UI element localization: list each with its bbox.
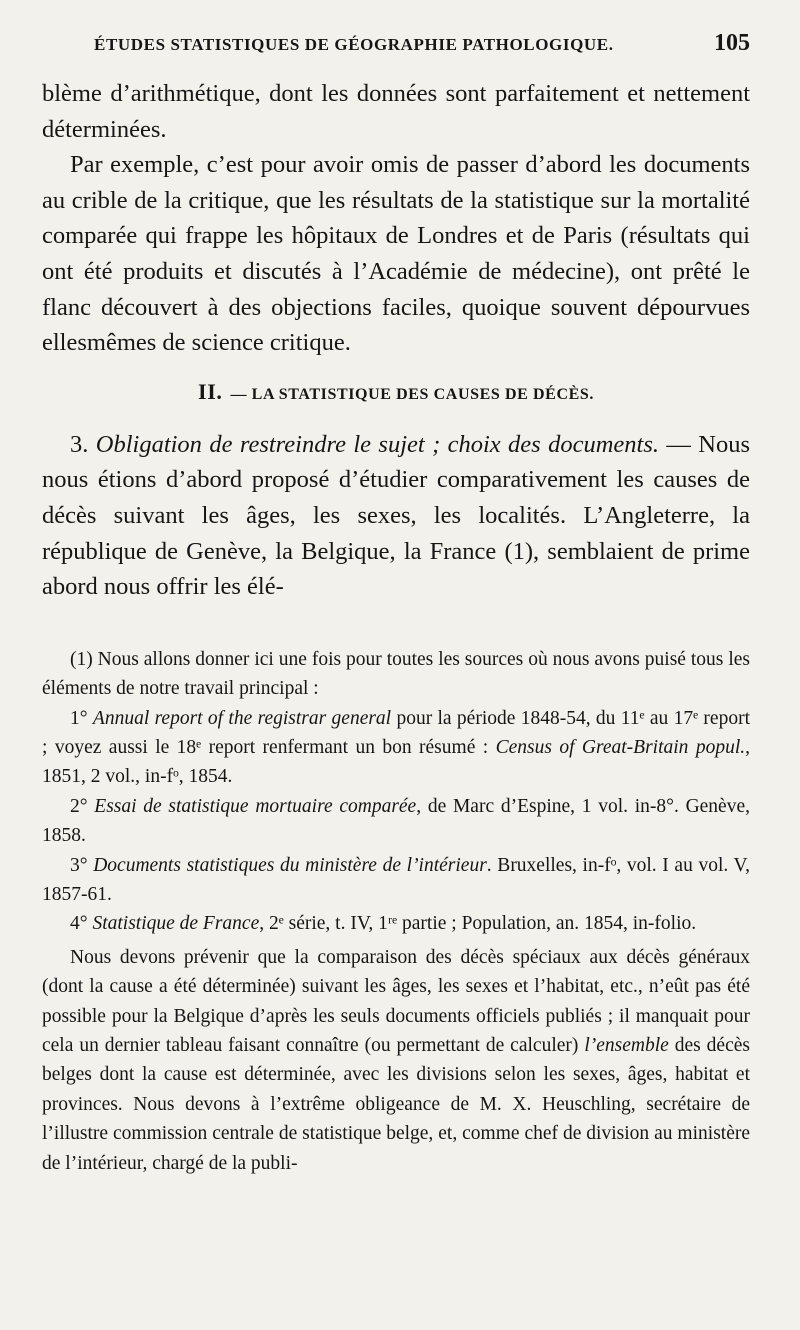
section-heading xyxy=(42,379,750,405)
subsection-number: 3. xyxy=(70,430,89,458)
subsection-text: Nous nous étions d’abord proposé d’étudier comparativement les causes de décès suivant les âges, les sexes, les localités. L’Angleterre, la république de Genève, la Belgique, la France (1), semblaient de prime abord nous offrir les élé- xyxy=(42,430,751,601)
footnote-source-4 xyxy=(42,909,750,938)
footnote-source-2 xyxy=(42,792,750,851)
section-number: II. xyxy=(198,378,223,404)
closing-text-a: Nous devons prévenir que la comparaison des décès spéciaux aux décès généraux (dont la cause a été déterminée) suivant les âges, les sexes et l’habitat, etc., n’eût pas été possible pour la Belgique d’après les seuls documents officiels publiés ; il manquait pour cela un dernier tableau faisant connaître (ou permettant de calculer) xyxy=(42,946,750,1056)
paragraph-continuation: blème d’arithmétique, dont les données sont parfaitement et nettement déterminées. xyxy=(42,80,750,143)
running-head xyxy=(42,30,750,76)
source-2-number: 2° xyxy=(70,795,88,817)
source-1-title-b: Census of Great-Britain popul. xyxy=(495,736,746,758)
main-text xyxy=(42,76,750,361)
subsection-paragraph xyxy=(42,427,750,605)
source-4-title: Statistique de France xyxy=(92,913,260,935)
source-3-number: 3° xyxy=(70,854,88,876)
subsection-title: Obligation de restreindre le sujet ; choix des documents. xyxy=(95,430,659,458)
source-1-text-b: , 1851, 2 vol., in-fᵒ, 1854. xyxy=(42,736,750,788)
source-2-title: Essai de statistique mortuaire comparée xyxy=(94,795,417,817)
source-4-number: 4° xyxy=(70,913,88,935)
source-2-text: , de Marc d’Espine, 1 vol. in-8°. Genève, 1858. xyxy=(42,795,750,847)
source-3-text: . Bruxelles, in-fᵒ, vol. I au vol. V, 1857-61. xyxy=(42,854,750,905)
closing-text-b: des décès belges dont la cause est déterminée, avec les divisions selon les sexes, âges, habitat et provinces. Nous devons à l’extrême obligeance de M. X. Heuschling, secrétaire de l’illustre commission centrale de statistique belge, et, comme chef de division au ministère de l’intérieur, chargé de la publi- xyxy=(42,1035,750,1174)
footnotes xyxy=(42,645,750,1178)
footnote-source-3 xyxy=(42,851,750,910)
section-title: — LA STATISTIQUE DES CAUSES DE DÉCÈS. xyxy=(230,385,594,403)
source-1-number: 1° xyxy=(70,707,88,729)
footnote-intro: (1) Nous allons donner ici une fois pour toutes les sources où nous avons puisé tous les éléments de notre travail principal : xyxy=(42,648,750,700)
closing-italic: l’ensemble xyxy=(584,1035,669,1056)
source-1-title: Annual report of the registrar general xyxy=(92,707,392,729)
source-4-text: , 2ᵉ série, t. IV, 1ʳᵉ partie ; Population, an. 1854, in-folio. xyxy=(259,913,697,935)
source-3-title: Documents statistiques du ministère de l’intérieur xyxy=(93,854,487,876)
source-1-text-a: pour la période 1848-54, du 11ᵉ au 17ᵉ report ; voyez aussi le 18ᵉ report renfermant un bon résumé : xyxy=(42,707,750,758)
subsection-dash: — xyxy=(659,430,691,458)
footnote-source-1 xyxy=(42,704,750,792)
page-number: 105 xyxy=(714,30,750,56)
running-title: ÉTUDES STATISTIQUES DE GÉOGRAPHIE PATHOLOGIQUE. xyxy=(94,35,614,54)
footnote-closing xyxy=(42,943,750,1178)
paragraph-example: Par exemple, c’est pour avoir omis de passer d’abord les documents au crible de la critique, que les résultats de la statistique sur la mortalité comparée qui frappe les hôpitaux de Londres et de Paris (résultats qui ont été produits et discutés à l’Académie de médecine), ont prêté le flanc découvert à des objections faciles, quoique souvent dépourvues ellesmêmes de science critique. xyxy=(42,151,750,357)
